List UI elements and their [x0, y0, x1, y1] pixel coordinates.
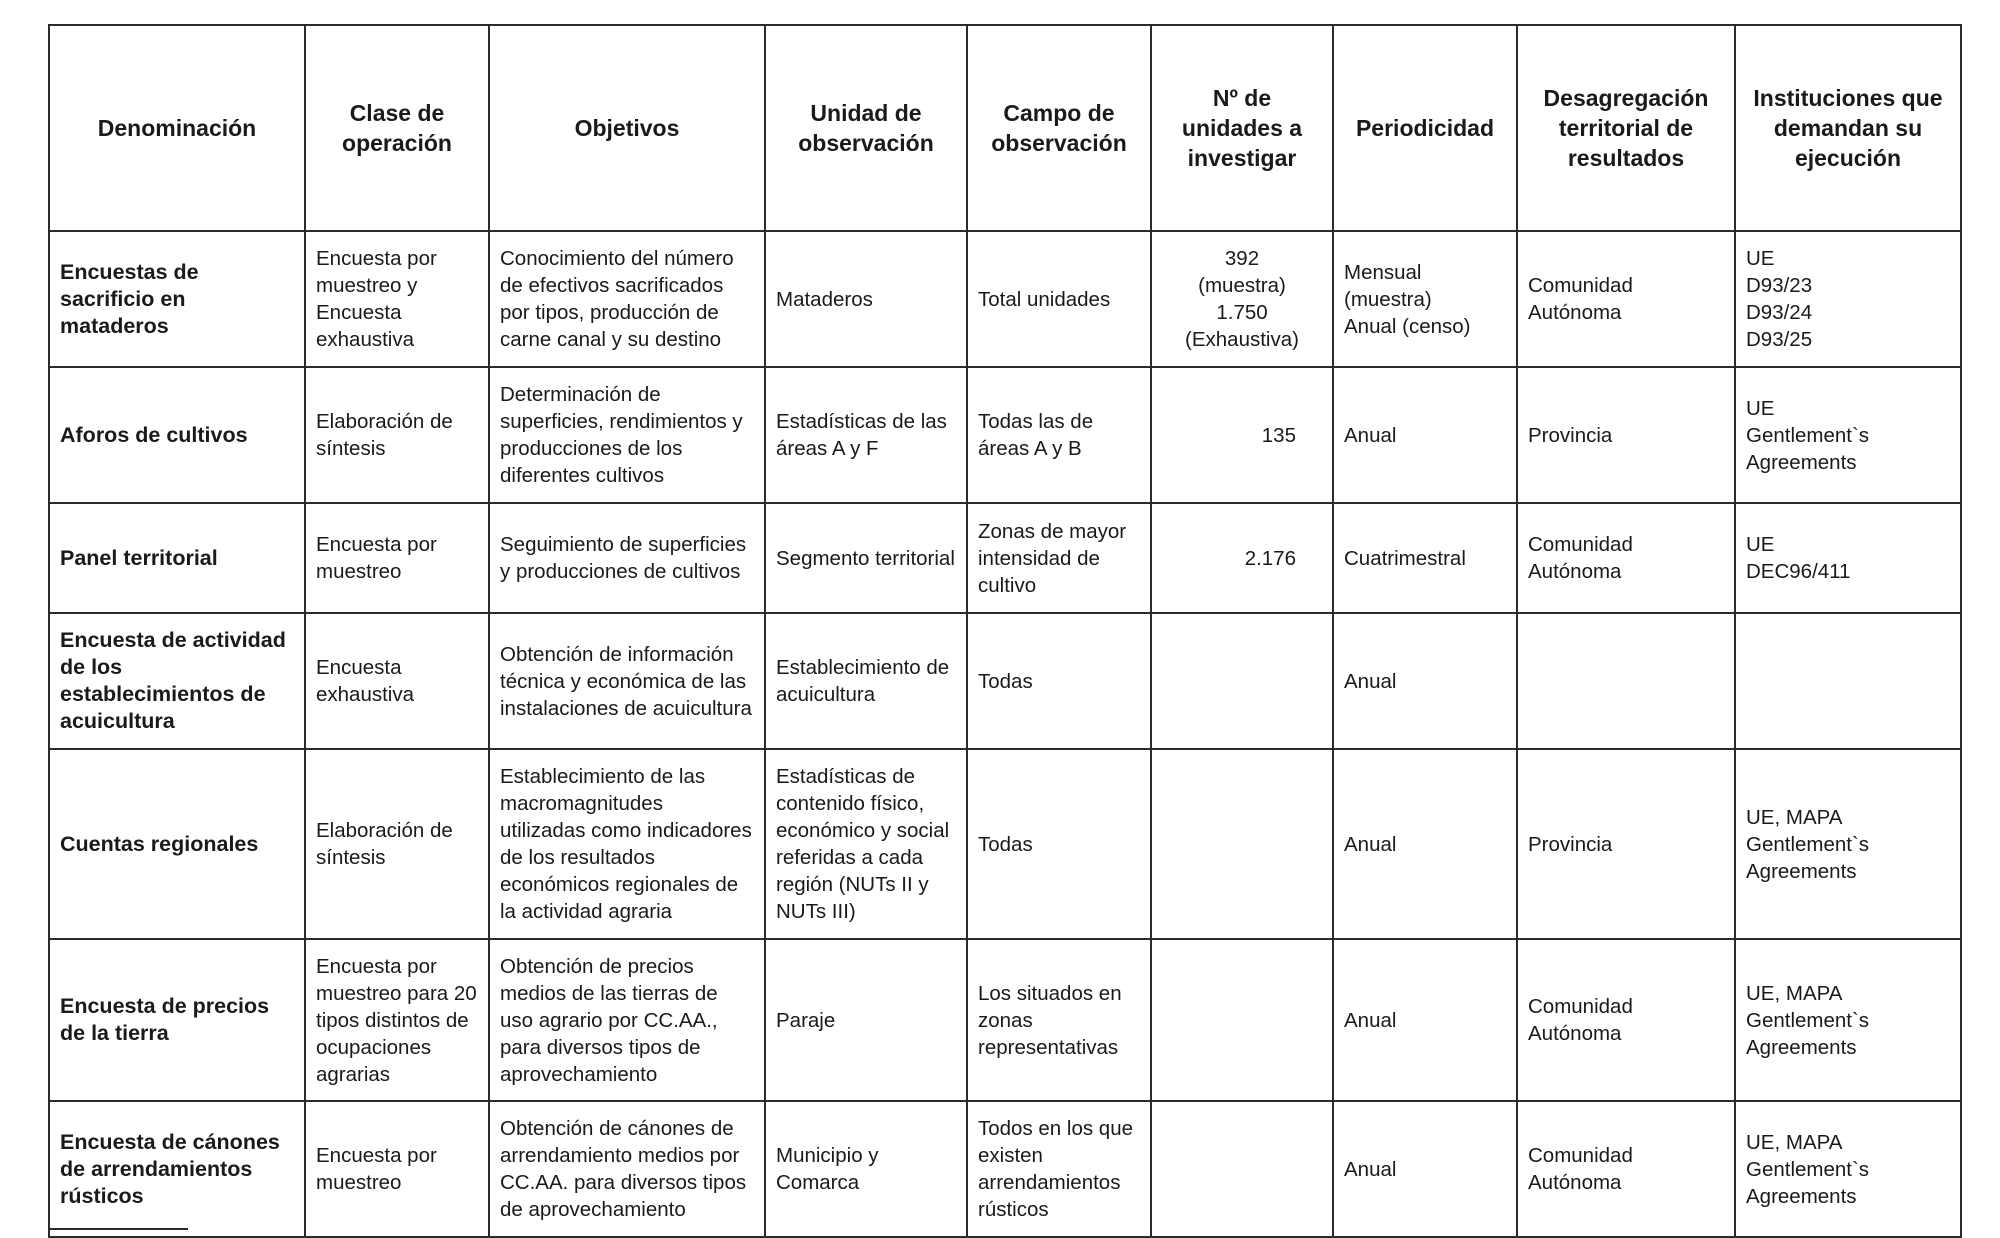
- cell-objetivos: Conocimiento del número de efectivos sacrificados por tipos, producción de carne canal y su destino: [489, 231, 765, 367]
- cell-unidad: Municipio y Comarca: [765, 1101, 967, 1237]
- cell-periodicidad: Anual: [1333, 939, 1517, 1101]
- cell-clase: Encuesta exhaustiva: [305, 613, 489, 749]
- cell-desagregacion: Comunidad Autónoma: [1517, 503, 1735, 613]
- cell-objetivos: Seguimiento de superficies y producciones de cultivos: [489, 503, 765, 613]
- cell-clase: Elaboración de síntesis: [305, 367, 489, 503]
- header-numero-unidades: Nº de unidades a investigar: [1151, 25, 1333, 231]
- bottom-left-rule: [48, 1228, 188, 1230]
- cell-campo: Los situados en zonas representativas: [967, 939, 1151, 1101]
- cell-unidad: Segmento territorial: [765, 503, 967, 613]
- cell-instituciones: UE, MAPA Gentlement`s Agreements: [1735, 939, 1961, 1101]
- table-row: [49, 1101, 1961, 1237]
- cell-campo: Todas las de áreas A y B: [967, 367, 1151, 503]
- header-unidad-observacion: Unidad de observación: [765, 25, 967, 231]
- header-denominacion: Denominación: [49, 25, 305, 231]
- header-periodicidad: Periodicidad: [1333, 25, 1517, 231]
- cell-denominacion: Aforos de cultivos: [49, 367, 305, 503]
- cell-desagregacion: Comunidad Autónoma: [1517, 1101, 1735, 1237]
- cell-periodicidad: Anual: [1333, 749, 1517, 939]
- header-instituciones: Instituciones que demandan su ejecución: [1735, 25, 1961, 231]
- cell-unidad: Paraje: [765, 939, 967, 1101]
- cell-denominacion: Panel territorial: [49, 503, 305, 613]
- cell-denominacion: Encuesta de actividad de los establecimientos de acuicultura: [49, 613, 305, 749]
- cell-unidad: Estadísticas de contenido físico, económico y social referidas a cada región (NUTs II y NUTs III): [765, 749, 967, 939]
- table-row: [49, 613, 1961, 749]
- table-row: [49, 231, 1961, 367]
- cell-numero: [1151, 613, 1333, 749]
- cell-campo: Total unidades: [967, 231, 1151, 367]
- cell-periodicidad: Anual: [1333, 613, 1517, 749]
- table-row: [49, 749, 1961, 939]
- cell-denominacion: Encuesta de precios de la tierra: [49, 939, 305, 1101]
- cell-desagregacion: Provincia: [1517, 367, 1735, 503]
- cell-desagregacion: Comunidad Autónoma: [1517, 231, 1735, 367]
- cell-unidad: Estadísticas de las áreas A y F: [765, 367, 967, 503]
- cell-instituciones: UE Gentlement`s Agreements: [1735, 367, 1961, 503]
- cell-periodicidad: Anual: [1333, 367, 1517, 503]
- cell-desagregacion: Provincia: [1517, 749, 1735, 939]
- cell-objetivos: Obtención de información técnica y económica de las instalaciones de acuicultura: [489, 613, 765, 749]
- cell-objetivos: Obtención de cánones de arrendamiento medios por CC.AA. para diversos tipos de aprovechamiento: [489, 1101, 765, 1237]
- cell-clase: Encuesta por muestreo para 20 tipos distintos de ocupaciones agrarias: [305, 939, 489, 1101]
- cell-clase: Elaboración de síntesis: [305, 749, 489, 939]
- cell-denominacion: Encuestas de sacrificio en mataderos: [49, 231, 305, 367]
- cell-periodicidad: Anual: [1333, 1101, 1517, 1237]
- header-campo-observacion: Campo de observación: [967, 25, 1151, 231]
- cell-instituciones: UE D93/23 D93/24 D93/25: [1735, 231, 1961, 367]
- cell-instituciones: UE DEC96/411: [1735, 503, 1961, 613]
- cell-denominacion: Encuesta de cánones de arrendamientos rústicos: [49, 1101, 305, 1237]
- table-row: [49, 367, 1961, 503]
- cell-campo: Todos en los que existen arrendamientos rústicos: [967, 1101, 1151, 1237]
- cell-instituciones: UE, MAPA Gentlement`s Agreements: [1735, 1101, 1961, 1237]
- cell-instituciones: [1735, 613, 1961, 749]
- cell-desagregacion: Comunidad Autónoma: [1517, 939, 1735, 1101]
- cell-clase: Encuesta por muestreo: [305, 503, 489, 613]
- cell-numero: 2.176: [1151, 503, 1333, 613]
- header-desagregacion: Desagregación territorial de resultados: [1517, 25, 1735, 231]
- statistical-operations-table: [48, 24, 1962, 1238]
- cell-campo: Todas: [967, 613, 1151, 749]
- table-row: [49, 939, 1961, 1101]
- statistics-table-container: [48, 24, 1960, 1238]
- cell-desagregacion: [1517, 613, 1735, 749]
- cell-denominacion: Cuentas regionales: [49, 749, 305, 939]
- cell-numero: [1151, 749, 1333, 939]
- cell-campo: Todas: [967, 749, 1151, 939]
- table-row: [49, 503, 1961, 613]
- cell-unidad: Mataderos: [765, 231, 967, 367]
- header-row: [49, 25, 1961, 231]
- cell-periodicidad: Cuatrimestral: [1333, 503, 1517, 613]
- header-objetivos: Objetivos: [489, 25, 765, 231]
- cell-unidad: Establecimiento de acuicultura: [765, 613, 967, 749]
- cell-clase: Encuesta por muestreo y Encuesta exhaustiva: [305, 231, 489, 367]
- cell-numero: [1151, 1101, 1333, 1237]
- cell-clase: Encuesta por muestreo: [305, 1101, 489, 1237]
- cell-objetivos: Establecimiento de las macromagnitudes utilizadas como indicadores de los resultados económicos regionales de la actividad agraria: [489, 749, 765, 939]
- cell-numero: 392 (muestra) 1.750 (Exhaustiva): [1151, 231, 1333, 367]
- cell-objetivos: Obtención de precios medios de las tierras de uso agrario por CC.AA., para diversos tipos de aprovechamiento: [489, 939, 765, 1101]
- cell-periodicidad: Mensual (muestra) Anual (censo): [1333, 231, 1517, 367]
- cell-campo: Zonas de mayor intensidad de cultivo: [967, 503, 1151, 613]
- cell-numero: 135: [1151, 367, 1333, 503]
- cell-objetivos: Determinación de superficies, rendimientos y producciones de los diferentes cultivos: [489, 367, 765, 503]
- cell-numero: [1151, 939, 1333, 1101]
- cell-instituciones: UE, MAPA Gentlement`s Agreements: [1735, 749, 1961, 939]
- header-clase-operacion: Clase de operación: [305, 25, 489, 231]
